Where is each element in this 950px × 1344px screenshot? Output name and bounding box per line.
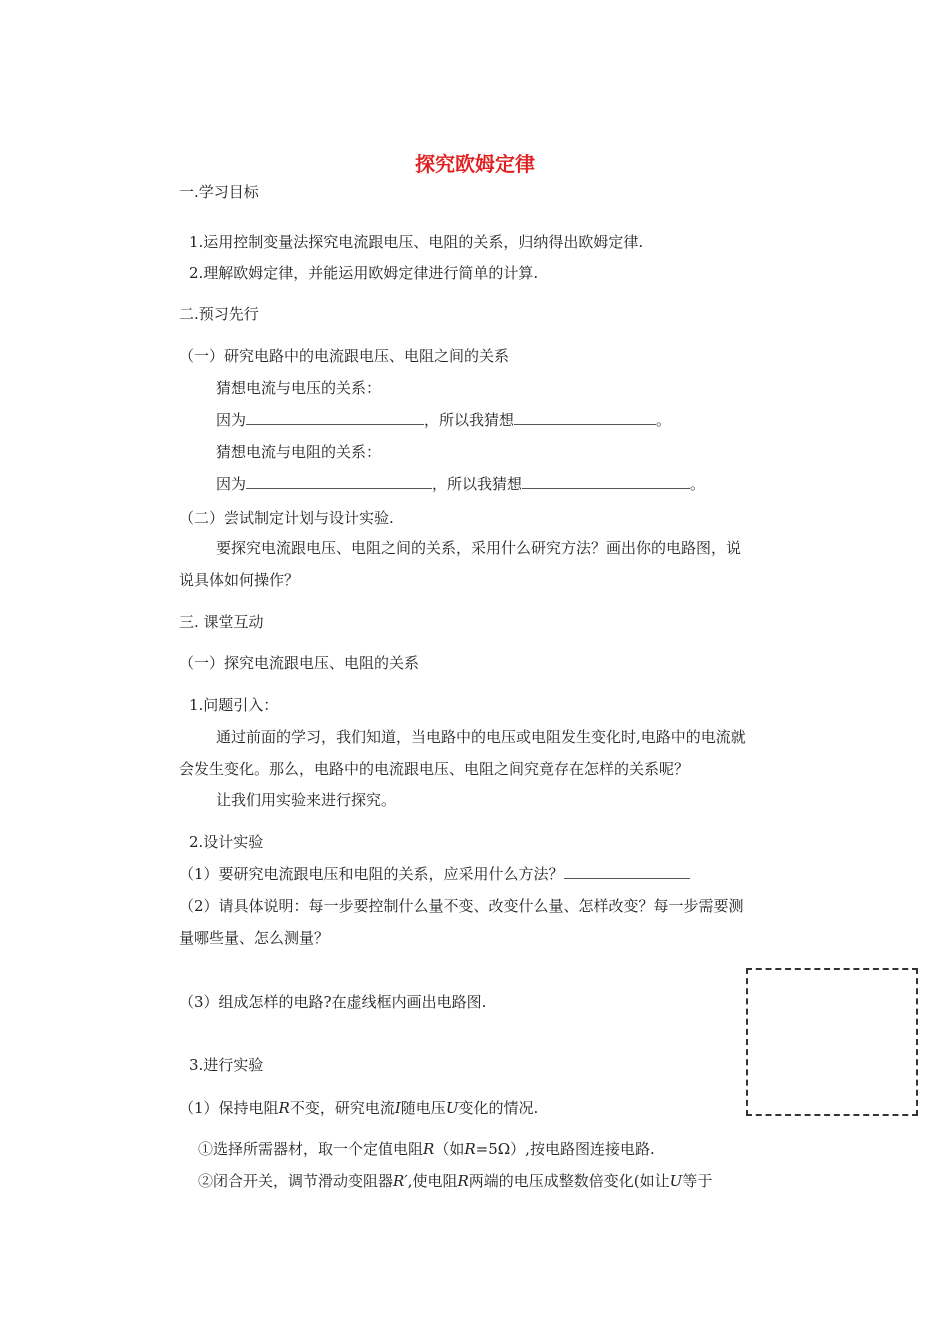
method-blank[interactable] [564,864,690,879]
section-heading-preview: 二.预习先行 [179,305,259,323]
guess-resistance-line: 因为 ，所以我猜想 。 [216,475,706,493]
preview-para-line-2: 说具体如何操作？ [179,571,300,589]
experiment-step-2: ②闭合开关，调节滑动变阻器R′,使电阻R两端的电压成整数倍变化(如让U等于 [198,1172,713,1190]
preview-para-line-1: 要探究电流跟电压、电阻之间的关系，采用什么研究方法？画出你的电路图，说 [216,539,742,557]
guess-voltage-line: 因为 ，所以我猜想 。 [216,411,672,429]
class-sub-1: （一）探究电流跟电压、电阻的关系 [179,654,420,672]
experiment-heading: 3.进行实验 [189,1056,264,1074]
intro-line-3: 让我们用实验来进行探究。 [216,791,397,809]
circuit-drawing-box[interactable] [746,968,918,1116]
intro-line-1: 通过前面的学习，我们知道，当电路中的电压或电阻发生变化时,电路中的电流就 [216,728,746,746]
preview-sub-2: （二）尝试制定计划与设计实验. [179,509,394,527]
experiment-item-1: （1）保持电阻R不变，研究电流I随电压U变化的情况. [179,1099,539,1117]
goal-item-1: 1.运用控制变量法探究电流跟电压、电阻的关系，归纳得出欧姆定律. [189,233,644,251]
design-item-2-line-1: （2）请具体说明：每一步要控制什么量不变、改变什么量、怎样改变？每一步需要测 [179,897,744,915]
goal-item-2: 2.理解欧姆定律，并能运用欧姆定律进行简单的计算. [189,264,539,282]
reason-blank-2[interactable] [246,474,432,489]
page-title: 探究欧姆定律 [415,152,535,176]
question-intro: 1.问题引入： [189,696,279,714]
intro-line-2: 会发生变化。那么，电路中的电流跟电压、电阻之间究竟存在怎样的关系呢？ [179,760,690,778]
design-item-2-line-2: 量哪些量、怎么测量？ [179,929,330,947]
design-item-3: （3）组成怎样的电路?在虚线框内画出电路图. [179,993,487,1011]
design-heading: 2.设计实验 [189,833,264,851]
guess-blank-2[interactable] [522,474,690,489]
guess-voltage-label: 猜想电流与电压的关系： [216,379,382,397]
guess-resistance-label: 猜想电流与电阻的关系： [216,443,382,461]
section-heading-class: 三. 课堂互动 [179,613,264,631]
experiment-step-1: ①选择所需器材，取一个定值电阻R（如R=5Ω）,按电路图连接电路. [198,1140,655,1158]
section-heading-goals: 一.学习目标 [179,183,259,201]
reason-blank-1[interactable] [246,410,424,425]
guess-blank-1[interactable] [514,410,656,425]
preview-sub-1: （一）研究电路中的电流跟电压、电阻之间的关系 [179,347,510,365]
design-item-1: （1）要研究电流跟电压和电阻的关系，应采用什么方法？ [179,864,690,884]
